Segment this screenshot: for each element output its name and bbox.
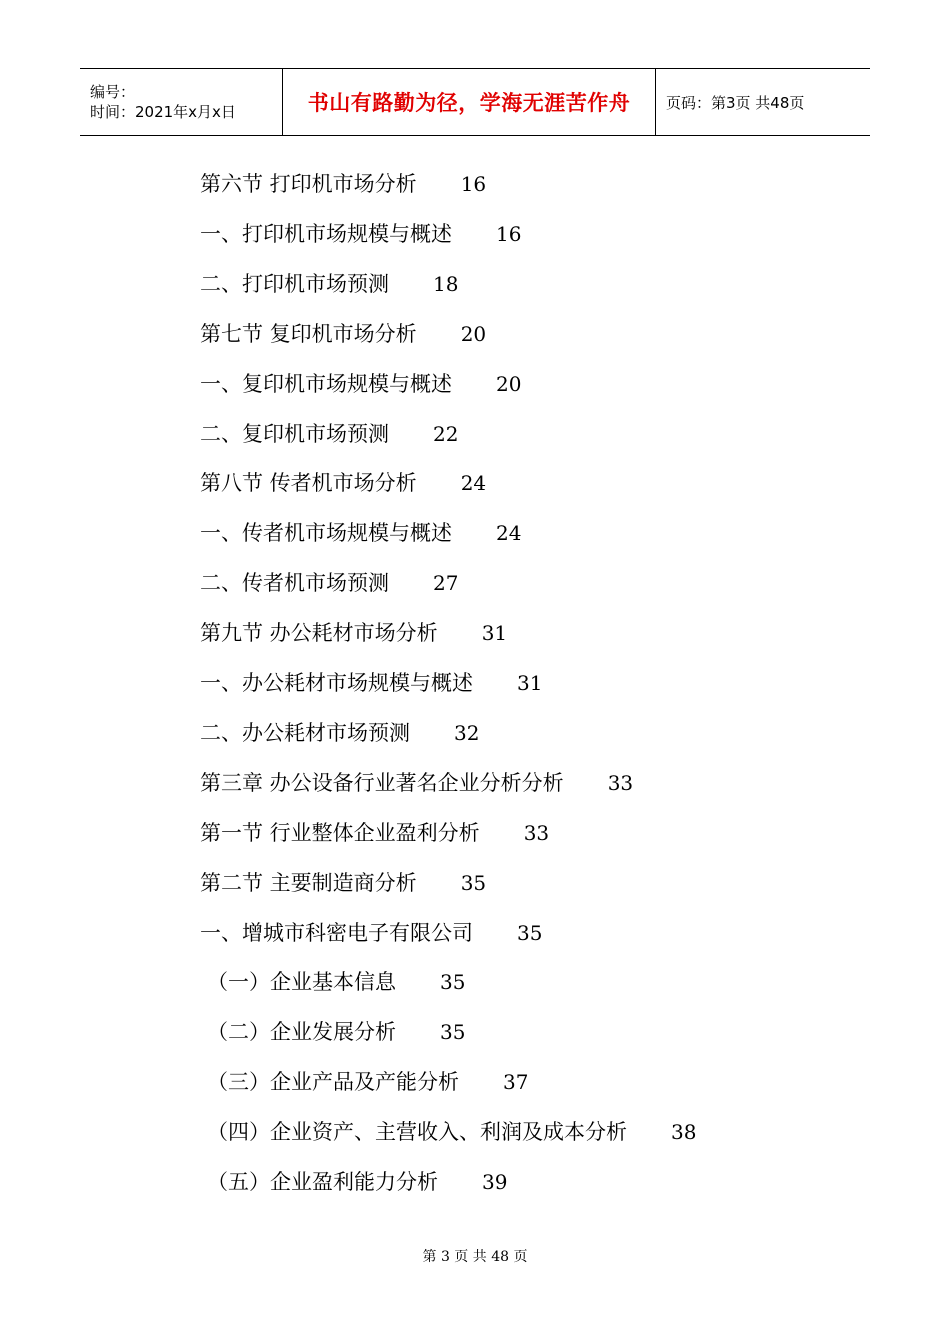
toc-entry-page: 35 [460,870,487,895]
toc-entry-title: （一）企业基本信息 [207,970,396,995]
toc-entry-page: 20 [460,321,487,346]
toc-entry-title: 第三章 办公设备行业著名企业分析分析 [200,770,564,795]
toc-entry [200,768,633,798]
toc-entry-page: 18 [433,271,459,296]
toc-entry-title: 二、复印机市场预测 [200,421,389,446]
toc-entry-page: 22 [433,421,459,446]
toc-entry [207,1067,528,1097]
toc-entry-page: 27 [433,571,459,596]
toc-entry [207,1117,696,1147]
toc-entry-title: （二）企业发展分析 [207,1020,396,1045]
toc-entry-page: 39 [482,1170,508,1194]
header-page-info: 页码：第3页 共48页 [666,93,805,112]
toc-entry-title: 第六节 打印机市场分析 [200,172,417,196]
toc-entry-page: 32 [454,720,480,745]
toc-entry [207,1167,507,1197]
toc-entry-page: 38 [671,1120,697,1145]
toc-entry [200,518,521,548]
toc-entry-page: 33 [523,820,550,845]
toc-entry-page: 24 [496,521,522,546]
toc-entry-page: 35 [517,920,543,945]
page-footer: 第 3 页 共 48 页 [422,1249,528,1265]
toc-entry [200,718,479,748]
document-number-label: 编号： [90,83,136,101]
document-time-label: 时间：2021年x月x日 [90,103,236,121]
toc-entry-page: 20 [496,371,522,396]
toc-entry [200,369,521,399]
toc-entry-title: 一、复印机市场规模与概述 [200,371,452,396]
toc-entry-title: 二、办公耗材市场预测 [200,720,410,745]
toc-entry-title: 第一节 行业整体企业盈利分析 [200,820,480,845]
toc-entry-page: 37 [503,1070,529,1095]
toc-entry [200,818,549,848]
toc-entry [200,568,458,598]
header-page-cell [656,69,870,135]
toc-entry-page: 35 [440,1020,466,1045]
toc-entry-title: 第八节 传者机市场分析 [200,471,417,496]
toc-entry-page: 33 [607,770,634,795]
toc-entry-title: 一、办公耗材市场规模与概述 [200,671,473,695]
toc-entry [200,618,507,648]
toc-entry-page: 16 [496,221,522,246]
toc-entry-title: 一、传者机市场规模与概述 [200,521,452,546]
toc-entry-title: （三）企业产品及产能分析 [207,1070,459,1095]
toc-entry-title: 第七节 复印机市场分析 [200,321,417,346]
toc-entry [200,319,486,349]
toc-entry-title: 二、打印机市场预测 [200,271,389,296]
toc-entry-page: 35 [440,970,466,995]
header-motto-cell [282,69,656,135]
toc-entry [207,1017,465,1047]
toc-entry [200,868,486,898]
toc-entry-title: 一、增城市科密电子有限公司 [200,920,473,945]
toc-entry [200,918,542,948]
toc-entry [200,468,486,498]
toc-entry-title: （四）企业资产、主营收入、利润及成本分析 [207,1120,627,1145]
header-motto: 书山有路勤为径，学海无涯苦作舟 [307,91,631,115]
toc-entry-title: 第九节 办公耗材市场分析 [200,621,438,646]
header-meta [80,69,282,135]
toc-entry [207,967,465,997]
toc-entry-title: 一、打印机市场规模与概述 [200,221,452,246]
toc-entry [200,169,486,199]
toc-entry [200,269,458,299]
toc-entry-page: 31 [481,621,508,646]
toc-entry [200,668,542,698]
toc-entry-page: 16 [460,172,487,196]
toc-entry [200,419,458,449]
toc-entry-title: 二、传者机市场预测 [200,571,389,596]
page-header [80,68,870,136]
toc-entry [200,219,521,249]
toc-entry-title: （五）企业盈利能力分析 [207,1170,438,1194]
toc-entry-title: 第二节 主要制造商分析 [200,870,417,895]
toc-entry-page: 31 [517,671,543,695]
toc-entry-page: 24 [460,471,487,496]
